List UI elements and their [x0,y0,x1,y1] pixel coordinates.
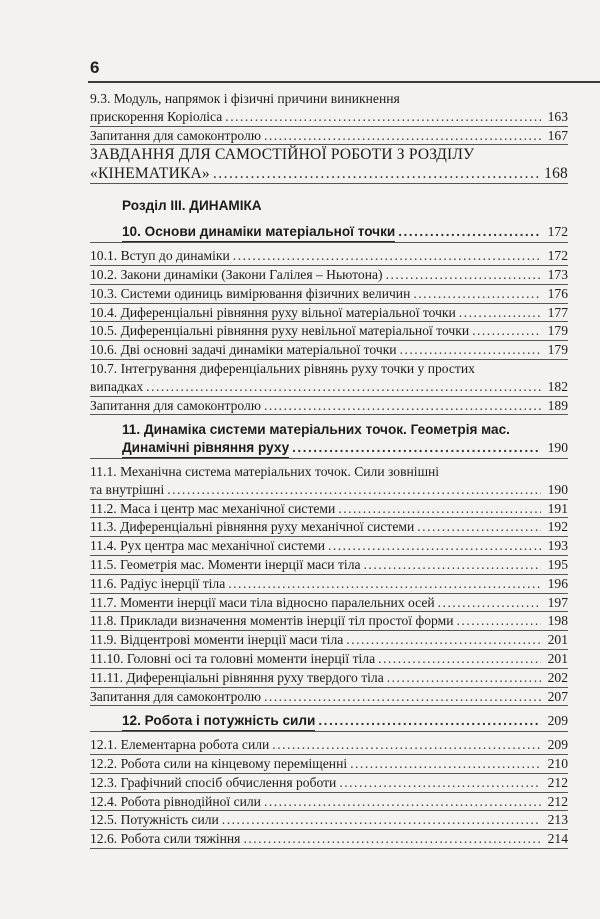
toc-line [90,811,568,829]
toc-entry [90,304,568,323]
toc-line [90,304,568,322]
dot-leader [318,712,541,730]
toc-line [90,669,568,687]
dot-leader [378,650,541,668]
toc-line [90,322,568,340]
toc-page-number: 168 [544,165,568,183]
dot-leader [228,575,541,593]
toc-line [90,463,568,481]
toc-page-number: 209 [547,737,568,753]
toc-entry [90,397,568,416]
dot-leader [264,688,541,706]
toc-page-number: 192 [547,519,568,535]
toc-page-number: 207 [547,688,568,704]
toc-page-number: 202 [547,669,568,685]
toc-entry-title: 11.2. Маса і центр мас механічної системи [90,500,336,516]
toc-line [90,575,568,593]
dot-leader [364,556,541,574]
dot-leader [350,755,541,773]
dot-leader [243,830,541,848]
toc-page-number: 167 [547,127,568,143]
toc-entry [90,755,568,774]
toc-page-number: 191 [547,500,568,516]
toc-page-number: 201 [547,650,568,666]
toc-page-number: 210 [547,755,568,771]
section-heading-text: Розділ III. ДИНАМІКА [122,198,262,214]
toc-line [90,421,568,439]
toc-page-number: 213 [547,812,568,828]
toc-entry-title: 12.5. Потужність сили [90,812,219,828]
dot-leader [398,223,541,241]
toc-line [90,518,568,536]
toc-entry [90,463,568,500]
dot-leader [400,341,541,359]
toc-entry [90,266,568,285]
toc-line [90,145,568,164]
toc-entry-title: 10.5. Диференціальні рівняння руху невільної матеріальної точки [90,323,470,339]
toc-entry [90,811,568,830]
toc-line [90,755,568,773]
toc-entry-title: 11.7. Моменти інерції маси тіла відносно паралельних осей [90,594,435,610]
toc-entry-title: 11. Динаміка системи матеріальних точок. Геометрія мас. [122,422,510,438]
toc-page-number: 212 [547,793,568,809]
toc-page-number: 195 [547,556,568,572]
dot-leader [292,439,541,457]
toc-entry [90,575,568,594]
toc-entry [90,127,568,146]
toc-entry-title: 11.6. Радіус інерції тіла [90,575,226,591]
toc-page-number: 196 [547,575,568,591]
toc-entry-title: 12.6. Робота сили тяжіння [90,831,241,847]
toc-entry-title: 11.1. Механічна система матеріальних точок. Сили зовнішні [90,463,440,479]
toc-entry-title: 11.10. Головні осі та головні моменти інерції тіла [90,650,376,666]
toc-entry [90,518,568,537]
dot-leader [438,594,541,612]
toc-page-number: 209 [547,713,568,729]
toc-line [90,397,568,415]
toc-line [90,594,568,612]
toc-entry [90,247,568,266]
toc-entry [90,341,568,360]
toc-entry-title: 12.1. Елементарна робота сили [90,737,270,753]
dot-leader [459,304,541,322]
toc-entry [90,736,568,755]
dot-leader [413,285,541,303]
toc-entry [90,830,568,849]
toc-entry [90,688,568,707]
toc-line [90,650,568,668]
toc-entry [90,774,568,793]
toc-entry [90,285,568,304]
toc-entry [90,90,568,127]
toc-entry-title: 11.9. Відцентрові моменти інерції маси тіла [90,632,344,648]
toc-entry-title: 10.1. Вступ до динаміки [90,248,230,264]
dot-leader [233,247,541,265]
toc-page-number: 172 [547,248,568,264]
toc-line [90,736,568,754]
toc-page-number: 173 [547,266,568,282]
toc-line [90,90,568,108]
toc-entry [90,556,568,575]
toc-entry-title: 10.2. Закони динаміки (Закони Галілея – Ньютона) [90,266,383,282]
toc-entry [90,500,568,519]
toc-entry-title: Запитання для самоконтролю [90,127,261,143]
toc-page-number: 177 [547,304,568,320]
toc-entry-title: 12.2. Робота сили на кінцевому переміщенні [90,755,348,771]
toc-line [90,774,568,792]
toc-entry-title: 12.3. Графічний спосіб обчислення роботи [90,774,337,790]
toc-line [90,712,568,731]
toc-line [90,341,568,359]
toc-entry-title: 10.7. Інтегрування диференціальних рівнянь руху точки у простих [90,360,475,376]
toc-line [90,612,568,630]
toc-entry-title: 11.8. Приклади визначення моментів інерції тіл простої форми [90,613,454,629]
toc-line [90,378,568,396]
toc-chapter-entry [90,712,568,732]
toc-entry-title: 12.4. Робота рівнодійної сили [90,793,261,809]
toc-page-number: 189 [547,397,568,413]
toc-line [90,127,568,145]
toc-entry-title: Динамічні рівняння руху [122,439,289,458]
toc-page-number: 172 [547,224,568,240]
dot-leader [264,397,541,415]
toc-entry-title: 11.4. Рух центра мас механічної системи [90,538,325,554]
section-heading [90,198,568,213]
toc-entry-title: 10. Основи динаміки матеріальної точки [122,223,395,242]
toc-line [90,537,568,555]
toc-entry-title: «КІНЕМАТИКА» [90,165,210,183]
toc-entry [90,669,568,688]
toc-page-number: 197 [547,594,568,610]
dot-leader [472,322,541,340]
toc-entry-title: прискорення Коріоліса [90,108,223,124]
toc-entry-title: 9.3. Модуль, напрямок і фізичні причини виникнення [90,91,400,106]
toc-entry [90,322,568,341]
dot-leader [328,537,541,555]
toc-chapter-entry [90,223,568,243]
toc-page-number: 163 [547,108,568,124]
toc-page-number: 179 [547,323,568,339]
toc-line [90,631,568,649]
toc-entry-title: 11.5. Геометрія мас. Моменти інерції маси тіла [90,556,361,572]
toc-entry-title: 12. Робота і потужність сили [122,712,315,731]
toc-line [90,830,568,848]
toc-line [90,223,568,242]
dot-leader [387,669,541,687]
toc-line [90,247,568,265]
toc-entry [90,631,568,650]
toc-line [90,500,568,518]
toc-page-number: 214 [547,831,568,847]
dot-leader [222,811,541,829]
toc-entry [90,537,568,556]
dot-leader [417,518,541,536]
dot-leader [213,164,541,183]
dot-leader [272,736,541,754]
toc-task-entry [90,145,568,184]
toc-line [90,360,568,378]
toc-line [90,108,568,126]
toc-page-number: 190 [547,440,568,456]
dot-leader [457,612,541,630]
header-rule [88,81,600,83]
toc-line [90,285,568,303]
toc-entry-title: випадках [90,378,144,394]
toc-page-number: 190 [547,481,568,497]
toc-entry [90,612,568,631]
toc-entry-title: 11.3. Диференціальні рівняння руху механічної системи [90,519,415,535]
dot-leader [338,500,541,518]
toc-page-number: 193 [547,538,568,554]
toc-line [90,688,568,706]
toc-line [90,481,568,499]
toc-page-number: 201 [547,632,568,648]
dot-leader [386,266,541,284]
toc-entry-title: 10.6. Дві основні задачі динаміки матеріальної точки [90,342,397,358]
toc-page-number: 182 [547,378,568,394]
toc-chapter-entry [90,421,568,459]
dot-leader [264,793,541,811]
dot-leader [167,481,541,499]
toc-entry [90,650,568,669]
toc-entry [90,793,568,812]
toc-page-number: 179 [547,342,568,358]
dot-leader [346,631,541,649]
page-number: 6 [90,58,100,77]
toc-entry [90,360,568,397]
toc-entry-title: та внутрішні [90,481,165,497]
toc-line [90,164,568,183]
toc-page-number: 212 [547,774,568,790]
toc-entry-title: Запитання для самоконтролю [90,688,261,704]
toc-entry-title: ЗАВДАННЯ ДЛЯ САМОСТІЙНОЇ РОБОТИ З РОЗДІЛУ [90,146,475,164]
toc-line [90,439,568,458]
toc-page-number: 176 [547,285,568,301]
toc-entry-title: 10.3. Системи одиниць вимірювання фізичних величин [90,285,411,301]
toc-line [90,556,568,574]
dot-leader [225,108,541,126]
dot-leader [264,127,541,145]
toc-entry-title: 11.11. Диференціальні рівняння руху твердого тіла [90,669,384,685]
toc-line [90,793,568,811]
toc-entry [90,594,568,613]
toc-line [90,266,568,284]
toc-entry-title: 10.4. Диференціальні рівняння руху вільної матеріальної точки [90,304,456,320]
toc-page-number: 198 [547,613,568,629]
table-of-contents [90,90,568,849]
toc-entry-title: Запитання для самоконтролю [90,397,261,413]
dot-leader [339,774,541,792]
dot-leader [146,378,541,396]
